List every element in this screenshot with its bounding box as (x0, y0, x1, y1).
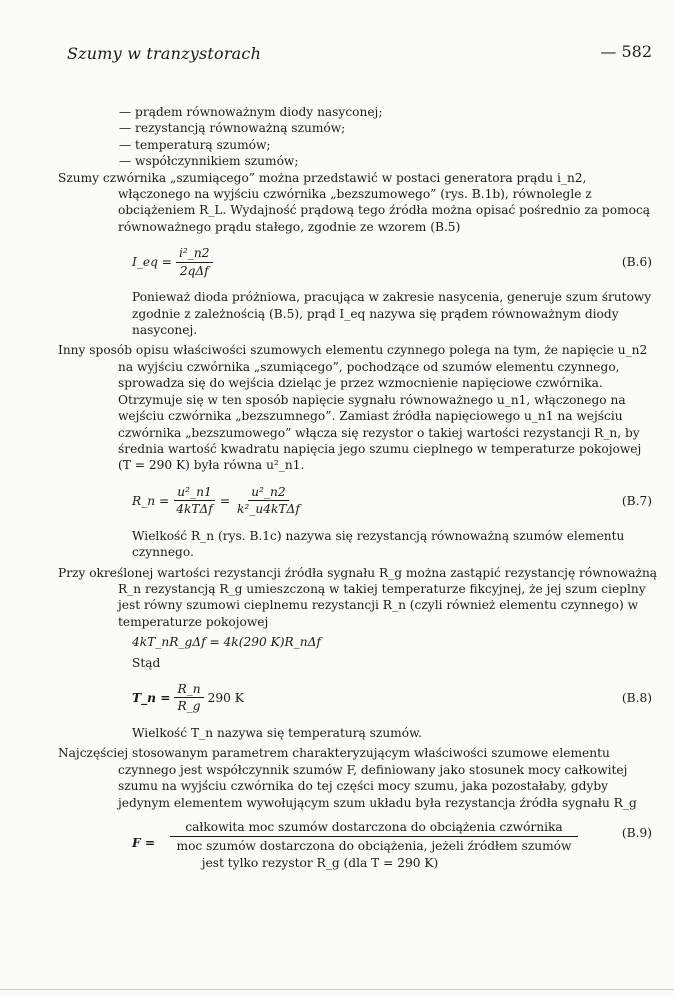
eq7-numerator-2: u²_n2 (248, 484, 288, 501)
paragraph-source-resistance: Przy określonej wartości rezystancji źródła sygnału R_g można zastąpić rezystancję równoważną R_n rezystancją R_g umieszczoną w takiej temperaturze fikcyjnej, że jej szum cieplny jest równy szumowi cieplnemu rezystancji R_n (czyli również elementu czynnego) w temperaturze pokojowej (58, 565, 658, 629)
list-item: — rezystancją równoważną szumów; (119, 121, 346, 136)
eq6-lhs: I_eq = (132, 255, 173, 270)
list-item: — temperaturą szumów; (119, 137, 271, 152)
paragraph-noise-generator: Szumy czwórnika „szumiącego” można przedstawić w postaci generatora prądu i_n2, włączonego na wyjściu czwórnika „bezszumowego” (rys. B.1b), równolegle z obciążeniem R_L. Wydajność prądową tego źródła można opisać pośrednio za pomocą równoważnego prądu stałego, zgodnie ze wzorem (B.5) (58, 170, 651, 234)
eq7-numerator-1: u²_n1 (174, 484, 214, 501)
eq7-denominator-1: 4kTΔf (176, 502, 213, 517)
eq7-fraction-2 (234, 484, 303, 518)
eq7-number: (B.7) (621, 493, 652, 508)
equation-b7 (132, 480, 658, 522)
paragraph-rn-definition: Wielkość R_n (rys. B.1c) nazywa się rezystancją równoważną szumów elementu czynnego. (132, 528, 625, 560)
eq9-numerator: całkowita moc szumów dostarczona do obciążenia czwórnika (170, 819, 578, 837)
eq7-lhs: R_n = (132, 493, 170, 508)
eq9-denominator-line2: jest tylko rezystor R_g (dla T = 290 K) (201, 856, 439, 870)
list-item: — prądem równoważnym diody nasyconej; (119, 105, 383, 119)
eq6-fraction (176, 245, 212, 279)
eq6-number: (B.6) (621, 255, 652, 270)
running-header-title: Szumy w tranzystorach (67, 44, 262, 63)
paragraph-vacuum-diode: Ponieważ dioda próżniowa, pracująca w zakresie nasycenia, generuje szum śrutowy zgodnie z zależnością (B.5), prąd I_eq nazywa się prądem równoważnym diody nasyconej. (132, 290, 652, 338)
eq9-lhs: F = (132, 836, 156, 850)
paragraph-tn-definition: Wielkość T_n nazywa się temperaturą szumów. (132, 725, 422, 740)
eq8-numerator: R_n (174, 681, 203, 698)
paragraph-equivalent-resistance: Inny sposób opisu właściwości szumowych elementu czynnego polega na tym, że napięcie u_n2 na wyjściu czwórnika „szumiącego”, pochodzące od szumów elementu czynnego, sprowadza się do wejścia dzieląc je przez wzmocnienie napięciowe czwórnika. Otrzymuje się w ten sposób napięcie sygnału równoważnego u_n1, włączonego na wejściu czwórnika „bezszumnego”. Zamiast źródła napięciowego u_n1 na wejściu czwórnika „bezszumowego” włącza się rezystor o takiej wartości rezystancji R_n, by średnia wartość kwadratu napięcia jego szumu cieplnego w temperaturze pokojowej (T = 290 K) była równa u²_n1. (58, 343, 648, 473)
eq8-fraction (174, 681, 203, 715)
eq7-equals: = (219, 493, 231, 508)
list-item: — współczynnikiem szumów; (119, 154, 299, 169)
equation-b8 (132, 677, 658, 719)
eq7-denominator-2: k²_u4kTΔf (237, 502, 300, 517)
eq9-denominator: moc szumów dostarczona do obciążenia, jeżeli źródłem szumów (176, 839, 572, 853)
eq9-number: (B.9) (621, 826, 652, 840)
paragraph-noise-figure: Najczęściej stosowanym parametrem charakteryzującym właściwości szumowe elementu czynnego jest współczynnik szumów F, definiowany jako stosunek mocy całkowitej szumu na wyjściu czwórnika do tej części mocy szumu, jaka pozostałaby, gdyby jedynym elementem wywołującym szum układu była rezystancja źródła sygnału R_g (58, 746, 637, 810)
eq8-lhs: T_n = (132, 690, 171, 705)
eq7-fraction-1 (173, 484, 216, 518)
eq8-rhs: 290 K (207, 690, 244, 705)
page-number: — 582 (600, 42, 652, 61)
eq6-denominator: 2qΔf (179, 263, 209, 278)
page-body (48, 104, 658, 875)
stad-label: Stąd (132, 655, 161, 670)
equation-b6 (132, 241, 658, 283)
page-bottom-edge (0, 989, 674, 990)
equation-temperature-equivalence: 4kT_nR_gΔf = 4k(290 K)R_nΔf (132, 635, 321, 650)
eq6-numerator: i²_n2 (176, 245, 212, 262)
equation-b9 (132, 819, 658, 875)
eq8-denominator: R_g (177, 699, 201, 714)
eq8-number: (B.8) (621, 690, 652, 705)
